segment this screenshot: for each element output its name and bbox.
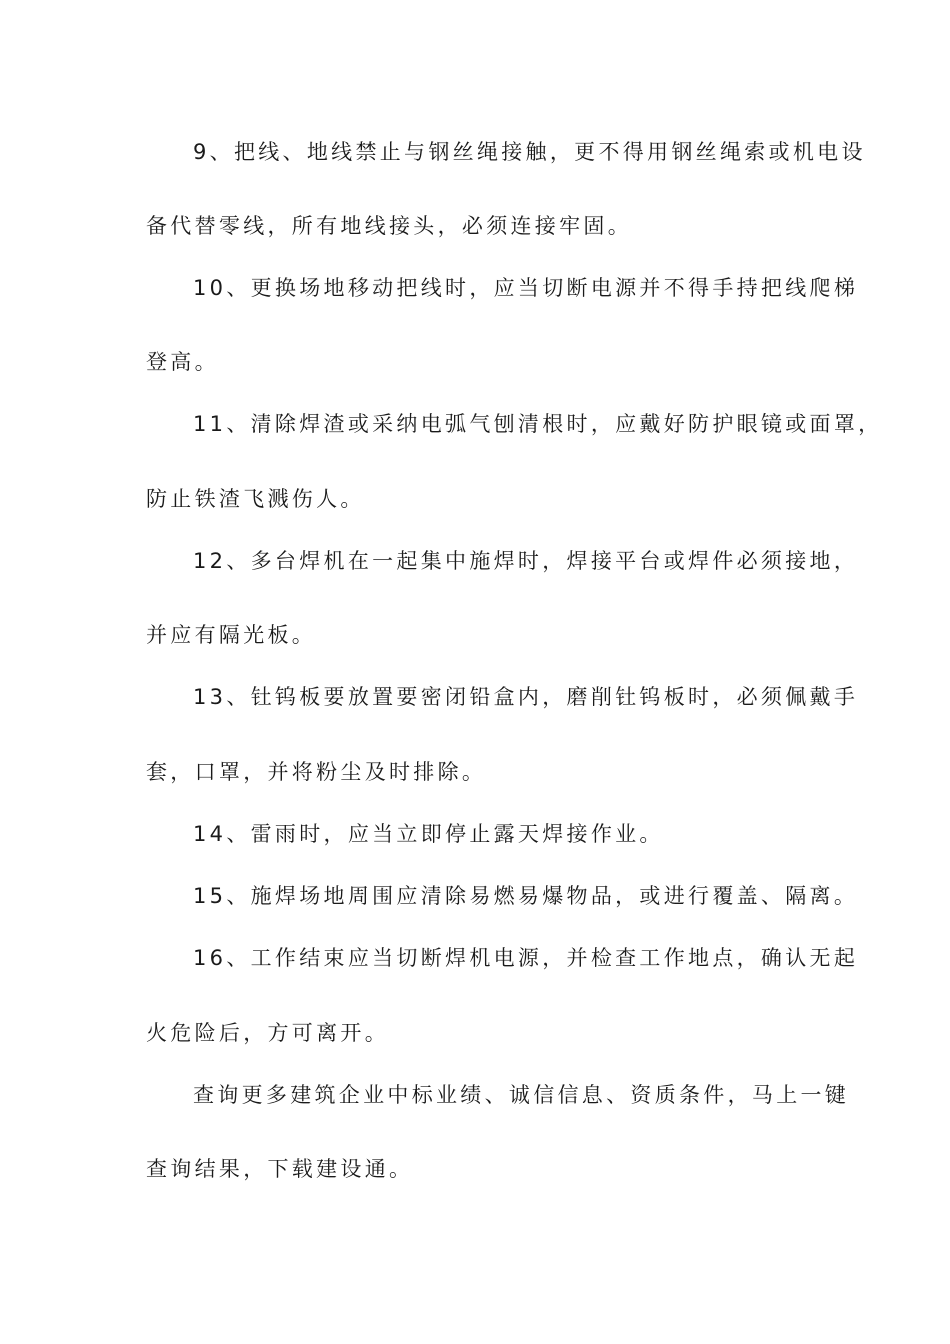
item-11-line-2: 防止铁渣飞溅伤人。: [146, 487, 365, 511]
item-16-line-2: 火危险后，方可离开。: [146, 1021, 389, 1045]
item-9-line-2: 备代替零线，所有地线接头，必须连接牢固。: [146, 214, 632, 238]
item-9-line-1: 9、把线、地线禁止与钢丝绳接触，更不得用钢丝绳索或机电设: [193, 140, 866, 164]
item-10-line-1: 10、更换场地移动把线时，应当切断电源并不得手持把线爬梯: [193, 276, 859, 300]
item-12-line-2: 并应有隔光板。: [146, 623, 317, 647]
item-16-line-1: 16、工作结束应当切断焊机电源，并检查工作地点，确认无起: [193, 946, 859, 970]
item-13-line-2: 套，口罩，并将粉尘及时排除。: [146, 760, 487, 784]
footer-note-line-1: 查询更多建筑企业中标业绩、诚信信息、资质条件，马上一键: [193, 1083, 850, 1107]
item-14-line-1: 14、雷雨时，应当立即停止露天焊接作业。: [193, 822, 664, 846]
item-11-line-1: 11、清除焊渣或采纳电弧气刨清根时，应戴好防护眼镜或面罩，: [193, 412, 883, 436]
footer-note-line-2: 查询结果，下载建设通。: [146, 1157, 414, 1181]
item-10-line-2: 登高。: [146, 350, 219, 374]
item-15-line-1: 15、施焊场地周围应清除易燃易爆物品，或进行覆盖、隔离。: [193, 884, 859, 908]
item-12-line-1: 12、多台焊机在一起集中施焊时，焊接平台或焊件必须接地，: [193, 549, 859, 573]
item-13-line-1: 13、钍钨板要放置要密闭铅盒内，磨削钍钨板时，必须佩戴手: [193, 685, 859, 709]
